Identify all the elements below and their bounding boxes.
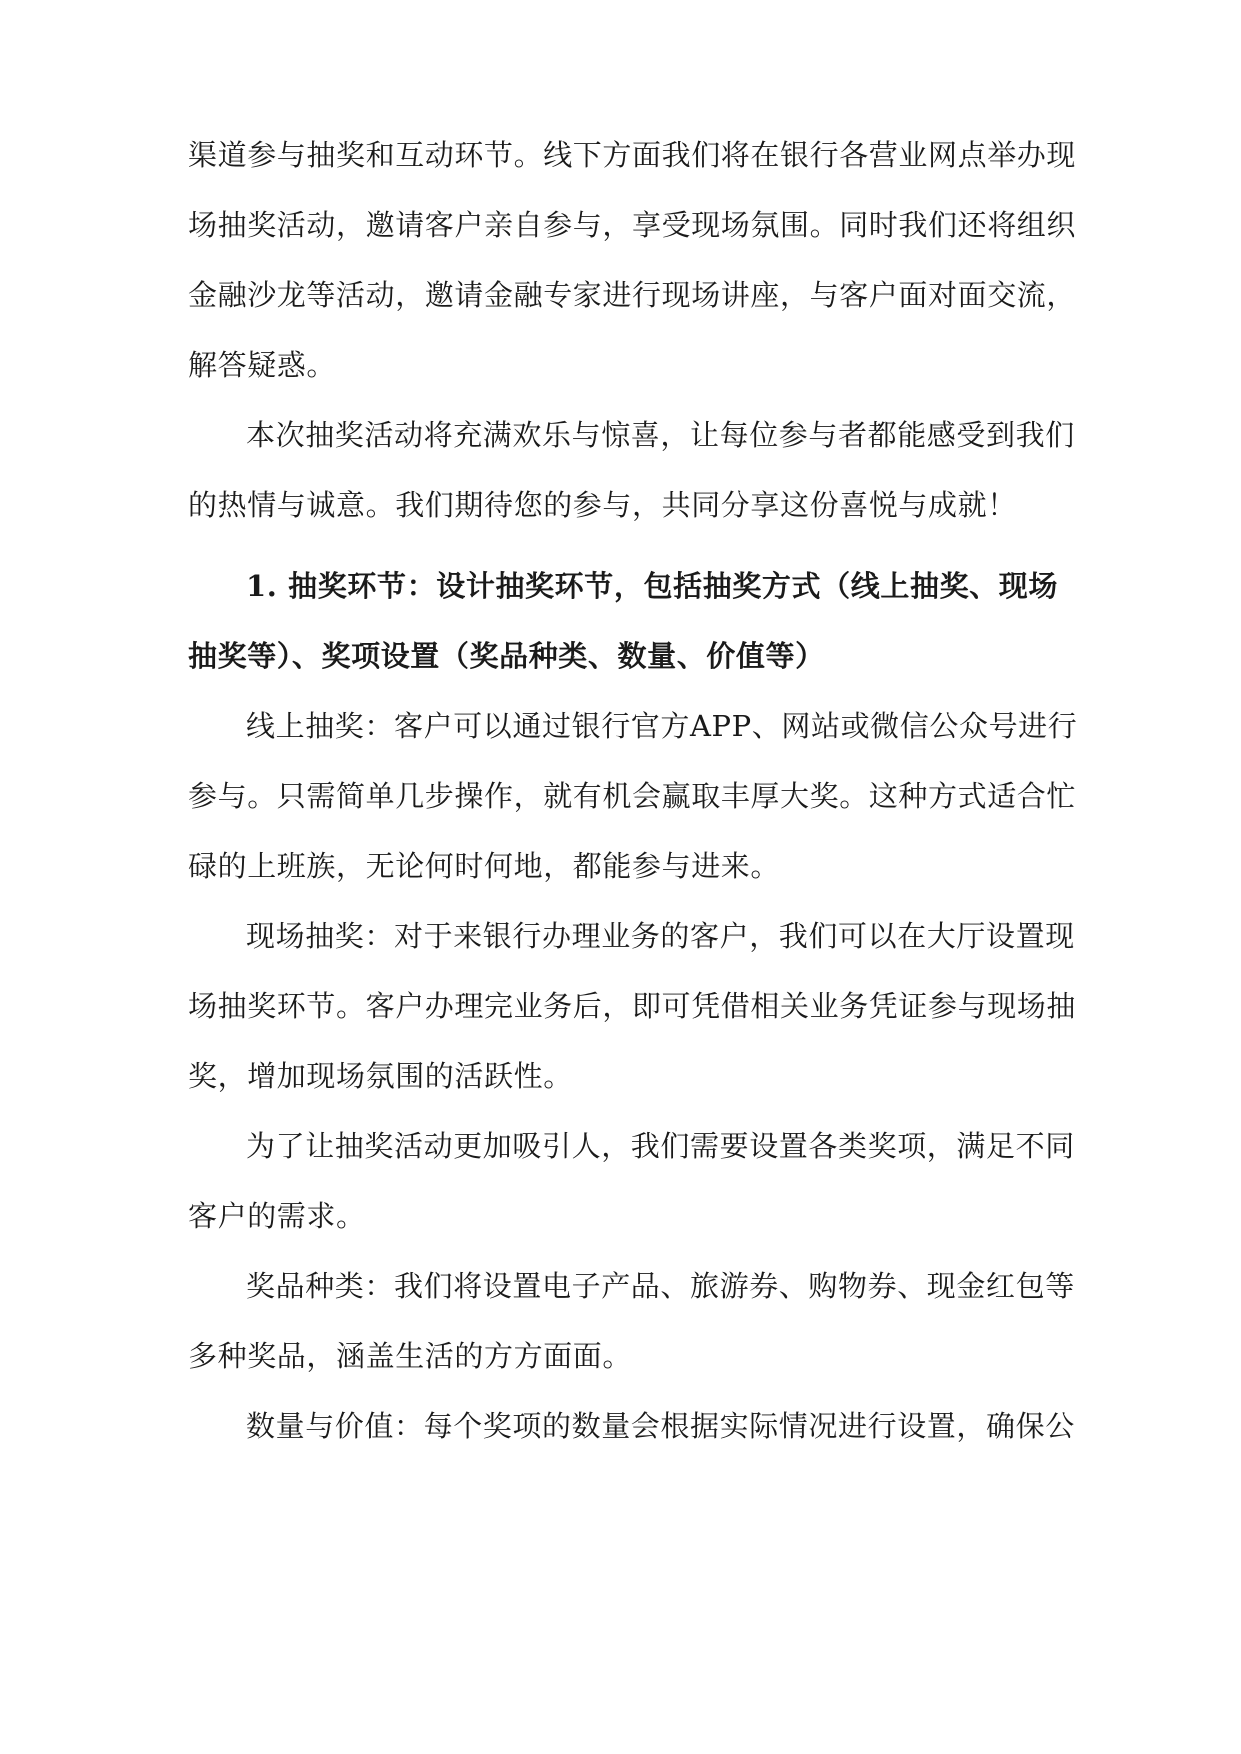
paragraph-line: 解答疑惑。 bbox=[188, 348, 337, 382]
paragraph-line: 碌的上班族，无论何时何地，都能参与进来。 bbox=[188, 849, 781, 883]
paragraph-line: 为了让抽奖活动更加吸引人，我们需要设置各类奖项，满足不同 bbox=[246, 1129, 1075, 1163]
paragraph-line: 场抽奖活动，邀请客户亲自参与，享受现场氛围。同时我们还将组织 bbox=[188, 208, 1077, 242]
paragraph-line: 场抽奖环节。客户办理完业务后，即可凭借相关业务凭证参与现场抽 bbox=[188, 989, 1077, 1023]
paragraph-line: 多种奖品，涵盖生活的方方面面。 bbox=[188, 1339, 633, 1373]
paragraph-line: 奖品种类：我们将设置电子产品、旅游券、购物券、现金红包等 bbox=[246, 1269, 1075, 1303]
paragraph-line: 渠道参与抽奖和互动环节。线下方面我们将在银行各营业网点举办现 bbox=[188, 138, 1077, 172]
paragraph-line: 数量与价值：每个奖项的数量会根据实际情况进行设置，确保公 bbox=[246, 1409, 1075, 1443]
paragraph-line: 线上抽奖：客户可以通过银行官方APP、网站或微信公众号进行 bbox=[246, 709, 1078, 743]
paragraph-line: 参与。只需简单几步操作，就有机会赢取丰厚大奖。这种方式适合忙 bbox=[188, 779, 1077, 813]
paragraph-line: 现场抽奖：对于来银行办理业务的客户，我们可以在大厅设置现 bbox=[246, 919, 1075, 953]
paragraph-line: 奖，增加现场氛围的活跃性。 bbox=[188, 1059, 573, 1093]
section-heading: 1. 抽奖环节：设计抽奖环节，包括抽奖方式（线上抽奖、现场 bbox=[246, 569, 1058, 603]
section-heading: 抽奖等）、奖项设置（奖品种类、数量、价值等） bbox=[188, 639, 825, 673]
paragraph-line: 金融沙龙等活动，邀请金融专家进行现场讲座，与客户面对面交流， bbox=[188, 278, 1077, 312]
paragraph-line: 本次抽奖活动将充满欢乐与惊喜，让每位参与者都能感受到我们 bbox=[246, 418, 1075, 452]
paragraph-line: 的热情与诚意。我们期待您的参与，共同分享这份喜悦与成就！ bbox=[188, 488, 1017, 522]
paragraph-line: 客户的需求。 bbox=[188, 1199, 366, 1233]
